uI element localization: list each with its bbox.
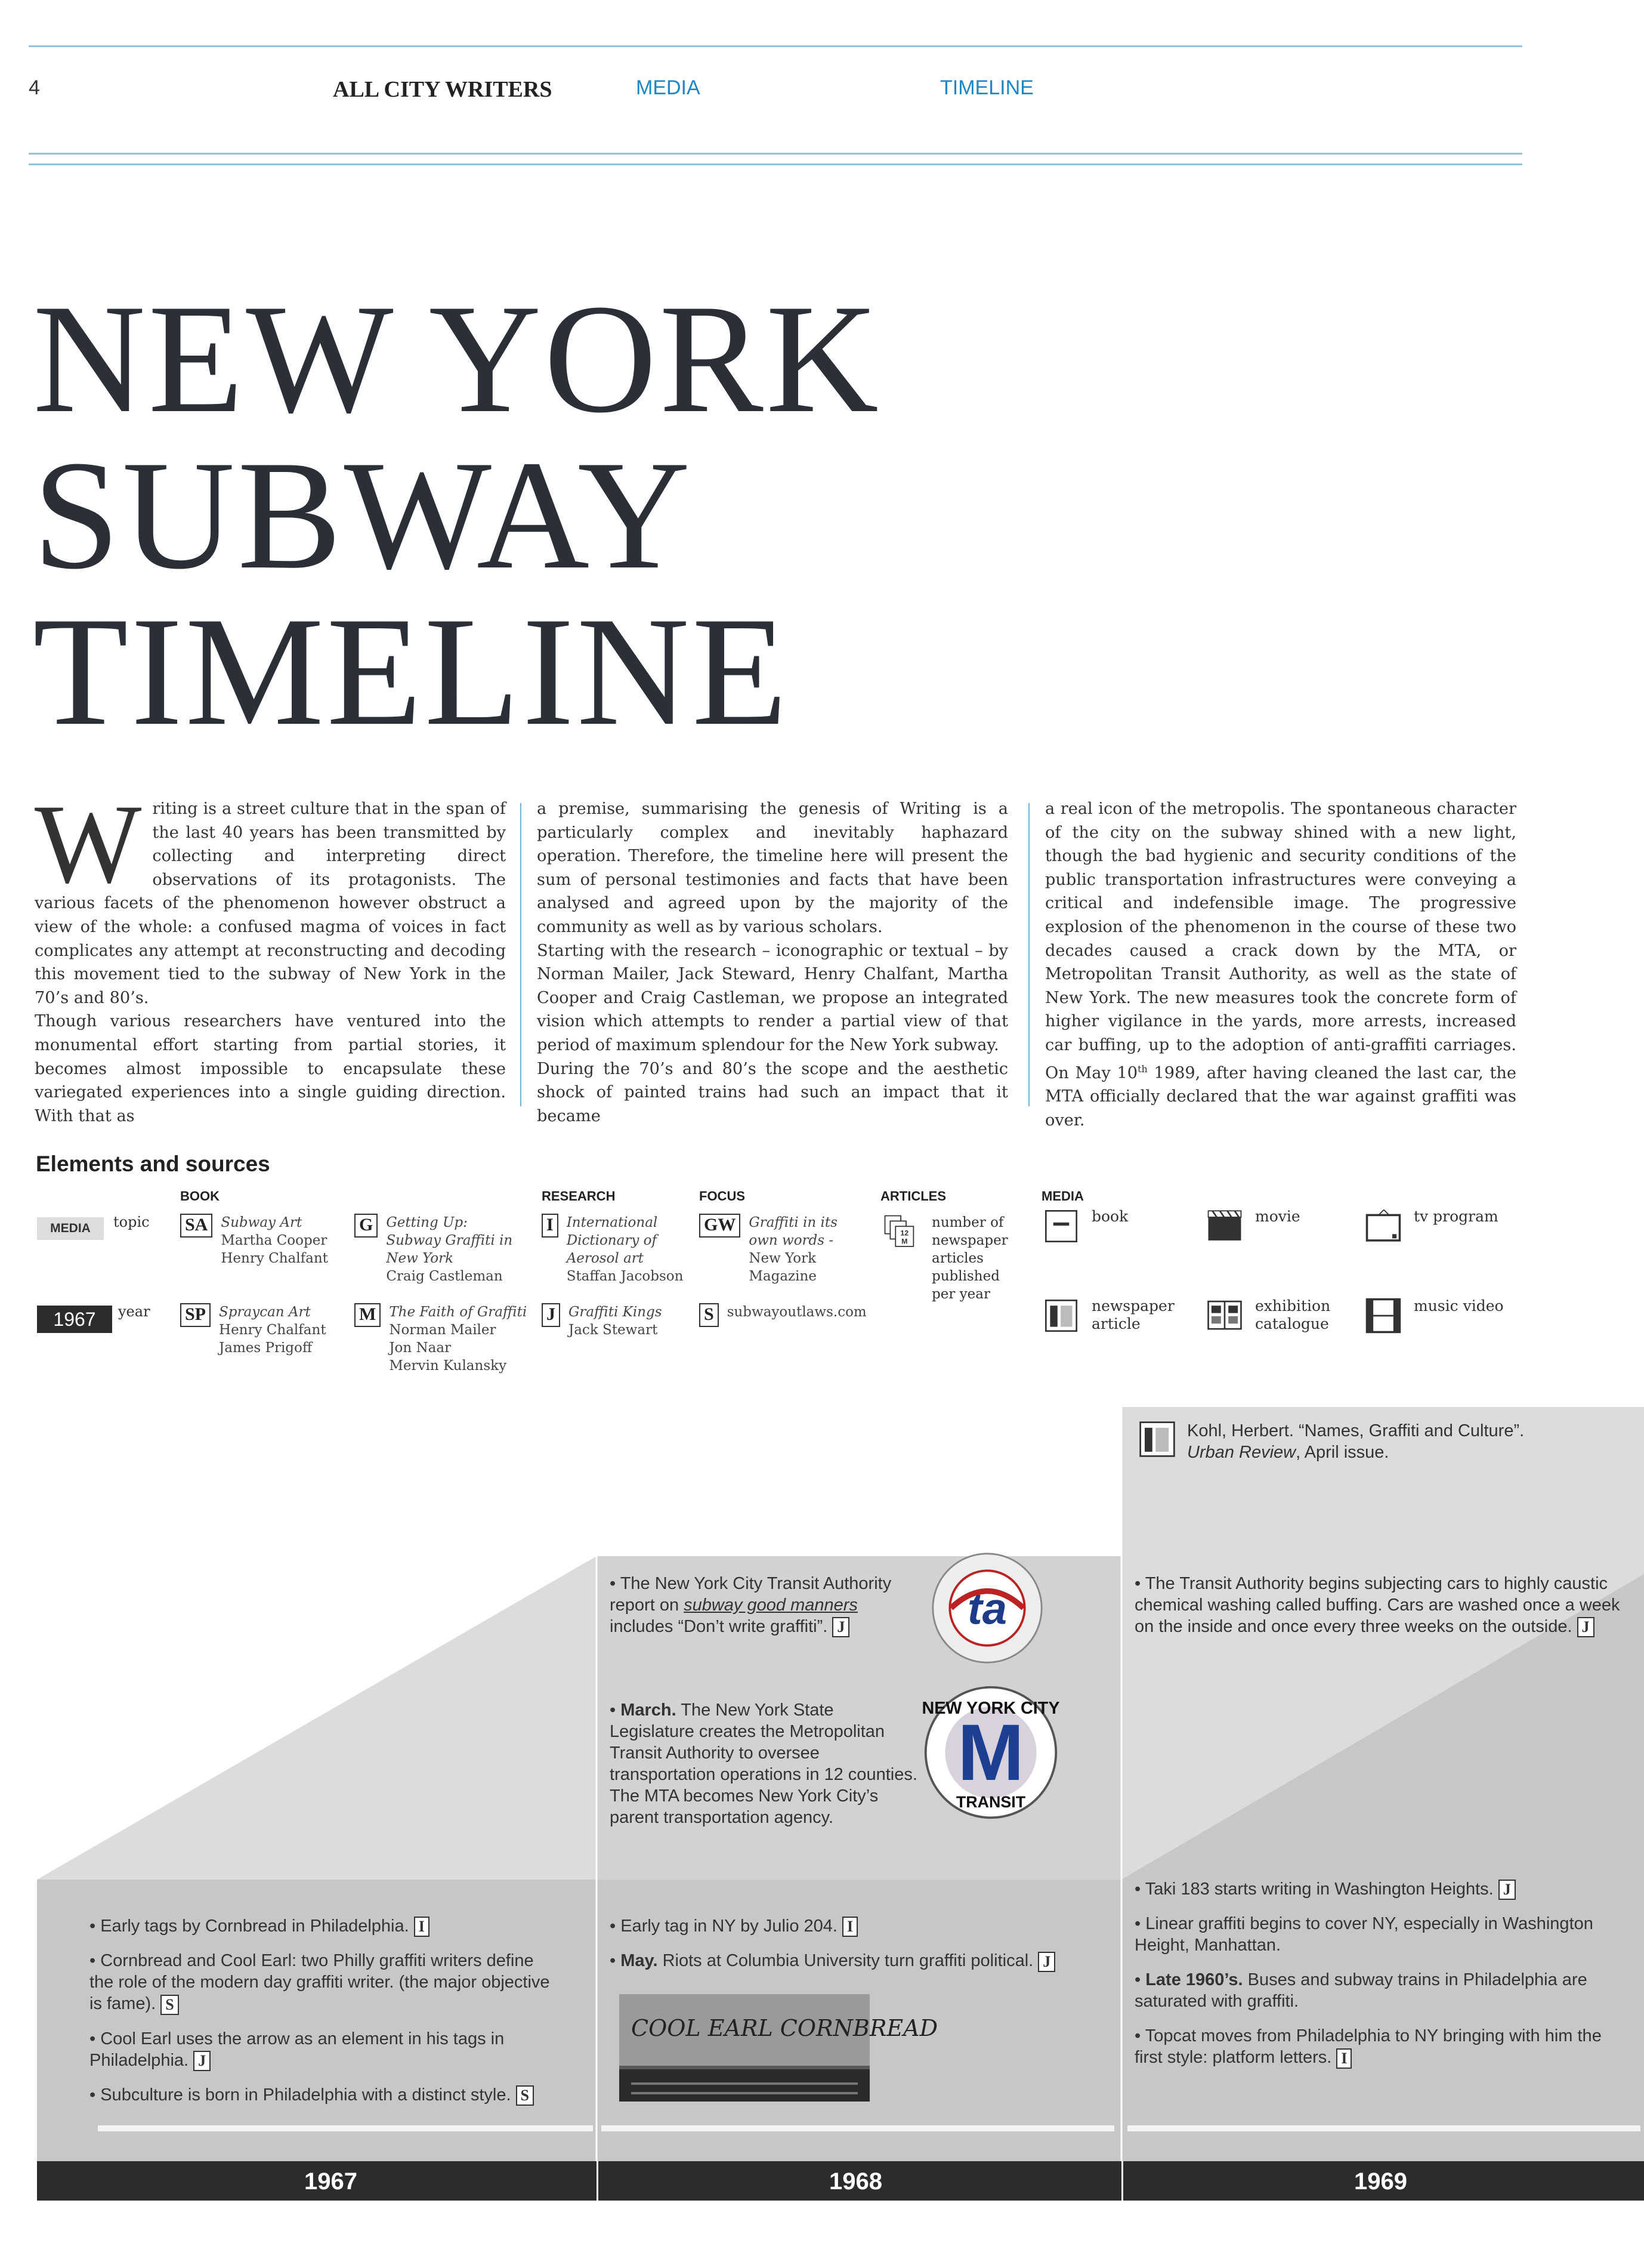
drop-cap: W (35, 782, 142, 907)
timeline-1968-transit-report: • The New York City Transit Authority report on subway good manners includes “Don’t write graffiti”. J (610, 1573, 896, 1637)
media-book (1040, 1208, 1128, 1245)
source-abbr: J (542, 1303, 560, 1327)
event-text: Early tags by Cornbread in Philadelphia. (100, 1917, 409, 1936)
source-subway-art: SA Subway Art Martha Cooper Henry Chalfant (180, 1214, 328, 1267)
intro-column-1 (35, 782, 506, 1128)
timeline-event: • Early tag in NY by Julio 204. I (610, 1915, 1105, 1937)
media-tv (1362, 1208, 1498, 1245)
event-text: Riots at Columbia University turn graffiti political. (657, 1951, 1034, 1971)
column-divider (1028, 803, 1030, 1106)
source-i-icon: I (1336, 2048, 1352, 2069)
event-date: Late 1960’s. (1145, 1970, 1243, 1990)
transit-authority-logo (931, 1551, 1044, 1665)
intro-paragraph: Though various researchers have ventured into the monumental effort starting from partial stories, it becomes almost impossible to encapsulate these variegated experiences into a single guiding direction. With that as (35, 1012, 506, 1125)
page-number: 4 (29, 76, 40, 99)
source-faith-of-graffiti: M The Faith of Graffiti Norman Mailer Jon Naar Mervin Kulansky (354, 1303, 527, 1375)
source-abbr: G (354, 1214, 378, 1238)
event-date: May. (620, 1951, 658, 1971)
event-text: Early tag in NY by Julio 204. (620, 1917, 838, 1936)
timeline-event: • May. Riots at Columbia University turn graffiti political. J (610, 1950, 1105, 1971)
source-spraycan-art: SP Spraycan Art Henry Chalfant James Prigoff (180, 1303, 326, 1357)
nav-media[interactable]: MEDIA (636, 76, 700, 99)
media-music-label: music video (1414, 1297, 1504, 1314)
intro-column-2 (537, 797, 1008, 1128)
source-j-icon: J (1577, 1617, 1594, 1637)
media-movie-label: movie (1255, 1208, 1300, 1225)
source-abbr: S (699, 1303, 719, 1327)
event-text: Cornbread and Cool Earl: two Philly graffiti writers define the role of the modern day graffiti writer. (the major objective is fame). (89, 1951, 550, 2014)
category-book: BOOK (180, 1189, 220, 1204)
page-title (33, 272, 881, 758)
scroll-strip (1127, 2125, 1640, 2131)
source-i-icon: I (842, 1917, 858, 1937)
svg-text:TRANSIT: TRANSIT (956, 1793, 1026, 1811)
section-title: ALL CITY WRITERS (333, 77, 552, 102)
timeline-1969-events (1135, 1878, 1624, 2082)
header-top-rule (29, 45, 1522, 47)
intro-paragraph: During the 70’s and 80’s the scope and the aesthetic shock of painted trains had such an impact that it became (537, 1059, 1008, 1125)
event-text: Taki 183 starts writing in Washington Heights. (1145, 1880, 1494, 1899)
title-line-3: TIMELINE (33, 585, 790, 758)
exhibition-catalogue-icon (1204, 1297, 1246, 1334)
year-label: year (118, 1303, 150, 1320)
svg-text:M: M (901, 1237, 908, 1246)
media-exhibition (1204, 1297, 1345, 1334)
timeline-1968-mta-created: • March. The New York State Legislature creates the Metropolitan Transit Authority to oversee transportation operations in 12 counties. The MTA becomes New York City’s parent transportation agency. (610, 1701, 917, 1827)
timeline-1968-events (610, 1915, 1105, 1985)
source-intl-dictionary: I International Dictionary of Aerosol art Staffan Jacobson (542, 1214, 686, 1285)
intro-column-3 (1045, 797, 1516, 1132)
header-rule-1 (29, 153, 1522, 155)
svg-text:NEW YORK CITY: NEW YORK CITY (922, 1698, 1060, 1718)
source-abbr: SA (180, 1214, 212, 1238)
source-abbr: I (542, 1214, 558, 1238)
newspaper-icon (1040, 1297, 1082, 1334)
source-j-icon: J (193, 2051, 211, 2071)
timeline-event: • Early tags by Cornbread in Philadelphia. I (89, 1915, 561, 1937)
intro-paragraph: Starting with the research – iconographic or textual – by Norman Mailer, Jack Steward, Henry Chalfant, Martha Cooper and Craig Castleman, we propose an integrated vision which attempts to render a partial view of that period of maximum splendour for the New York subway. (537, 941, 1008, 1054)
event-text: Buses and subway trains in Philadelphia are saturated with graffiti. (1135, 1970, 1587, 2011)
year-divider (597, 2161, 598, 2201)
event-text: Subculture is born in Philadelphia with a distinct style. (100, 2085, 511, 2105)
scroll-strip (601, 2125, 1114, 2131)
source-graffiti-kings: J Graffiti Kings Jack Stewart (542, 1303, 662, 1339)
category-articles: ARTICLES (880, 1189, 946, 1204)
timeline-1969-buffing: • The Transit Authority begins subjecting cars to highly caustic chemical washing called buffing. Cars are washed once a week on the inside and once every three weeks on the outside. J (1135, 1573, 1642, 1637)
clapperboard-icon (1204, 1208, 1246, 1245)
svg-text:12: 12 (900, 1229, 909, 1238)
timeline-1969-citation: Kohl, Herbert. “Names, Graffiti and Culture”. Urban Review, April issue. (1138, 1420, 1592, 1463)
media-book-label: book (1092, 1208, 1129, 1225)
source-abbr: SP (180, 1303, 211, 1327)
source-j-icon: J (832, 1617, 849, 1637)
timeline-event: • Subculture is born in Philadelphia with a distinct style. S (89, 2084, 561, 2106)
media-newspaper-label: newspaper article (1092, 1297, 1175, 1332)
stacked-articles-icon (880, 1214, 922, 1251)
media-exhibition-label: exhibition catalogue (1255, 1297, 1331, 1332)
category-focus: FOCUS (699, 1189, 745, 1204)
source-j-icon: J (1038, 1952, 1055, 1972)
articles-label: number of newspaper articles published per year (932, 1215, 1008, 1302)
column-divider (520, 803, 521, 1106)
source-getting-up: G Getting Up: Subway Graffiti in New York Craig Castleman (354, 1214, 517, 1285)
title-line-2: SUBWAY (33, 428, 693, 601)
timeline-event: • Taki 183 starts writing in Washington Heights. J (1135, 1878, 1624, 1900)
media-tv-label: tv program (1414, 1208, 1498, 1225)
newspaper-icon (1138, 1420, 1176, 1458)
timeline-event: • Cool Earl uses the arrow as an element in his tags in Philadelphia. J (89, 2028, 561, 2071)
timeline-event: • Cornbread and Cool Earl: two Philly graffiti writers define the role of the modern day graffiti writer. (the major objective is fame). S (89, 1950, 561, 2014)
articles-legend (880, 1214, 1021, 1303)
intro-paragraph: riting is a street culture that in the span of the last 40 years has been transmitted by collecting and interpreting direct observations of its protagonists. The various facets of the phenomenon however obstruct a view of the whole: a confused magma of voices in fact complicates any attempt at reconstructing and decoding this movement tied to the subway of New York in the 70’s and 80’s. (35, 800, 506, 1007)
svg-text:COOL EARL CORNBREAD: COOL EARL CORNBREAD (631, 2015, 938, 2041)
svg-text:M: M (957, 1708, 1024, 1797)
category-research: RESEARCH (542, 1189, 616, 1204)
source-i-icon: I (414, 1917, 429, 1937)
nav-timeline[interactable]: TIMELINE (940, 76, 1034, 99)
topic-label: topic (113, 1214, 150, 1230)
source-graffiti-own-words: GW Graffiti in its own words - New York Magazine (699, 1214, 868, 1285)
media-music-video (1362, 1297, 1504, 1334)
elements-sources-title: Elements and sources (36, 1152, 270, 1176)
title-line-1: NEW YORK (33, 272, 881, 445)
year-label-1967[interactable]: 1967 (304, 2168, 357, 2195)
event-text: Topcat moves from Philadelphia to NY bringing with him the first style: platform letters. (1135, 2026, 1602, 2068)
year-badge: 1967 (37, 1306, 112, 1333)
tv-icon (1362, 1208, 1404, 1245)
source-subwayoutlaws: S subwayoutlaws.com (699, 1303, 867, 1327)
source-j-icon: J (1498, 1880, 1516, 1900)
timeline-event: • Late 1960’s. Buses and subway trains in Philadelphia are saturated with graffiti. (1135, 1970, 1587, 2011)
media-topic-badge: MEDIA (37, 1217, 104, 1240)
header-rule-2 (29, 163, 1522, 165)
source-abbr: GW (699, 1214, 740, 1238)
source-s-icon: S (516, 2085, 534, 2106)
year-divider (1121, 2161, 1123, 2201)
media-movie (1204, 1208, 1300, 1245)
mta-nyc-transit-logo (922, 1684, 1059, 1821)
timeline-1967-events (89, 1915, 561, 2119)
source-s-icon: S (160, 1995, 178, 2015)
film-strip-icon (1362, 1297, 1404, 1334)
timeline-event: • Linear graffiti begins to cover NY, especially in Washington Height, Manhattan. (1135, 1914, 1593, 1955)
book-icon (1040, 1208, 1082, 1245)
media-newspaper (1040, 1297, 1181, 1334)
year-label-1968[interactable]: 1968 (829, 2168, 882, 2195)
svg-text:ta: ta (968, 1584, 1007, 1634)
scroll-strip (98, 2125, 593, 2131)
intro-paragraph: a premise, summarising the genesis of Writing is a particularly complex and inevitably haphazard operation. Therefore, the timeline here will present the sum of personal testimonies and facts that have been analysed and agreed upon by the majority of the community as well as by various scholars. (537, 800, 1008, 936)
category-media: MEDIA (1042, 1189, 1084, 1204)
source-abbr: M (354, 1303, 381, 1327)
intro-paragraph: a real icon of the metropolis. The spontaneous character of the city on the subway shined with a new light, though the bad hygienic and security conditions of the public transportation infrastructures were conveying a critical and indefensible image. The progressive explosion of the phenomenon in the course of these two decades caused a crack down by the MTA, or Metropolitan Transit Authority, as well as the state of New York. The new measures took the concrete form of higher vigilance in the yards, more arrests, increased car buffing, up to the adoption of anti-graffiti carriages. On May 10th 1989, after having cleaned the last car, the MTA officially declared that the war against graffiti was over. (1045, 800, 1516, 1130)
year-label-1969[interactable]: 1969 (1354, 2168, 1407, 2195)
event-text: Cool Earl uses the arrow as an element in his tags in Philadelphia. (89, 2029, 505, 2070)
event-text: Linear graffiti begins to cover NY, especially in Washington Height, Manhattan. (1135, 1914, 1593, 1955)
graffiti-photo (619, 1994, 938, 2102)
timeline-event: • Topcat moves from Philadelphia to NY bringing with him the first style: platform letters. I (1135, 2025, 1624, 2068)
